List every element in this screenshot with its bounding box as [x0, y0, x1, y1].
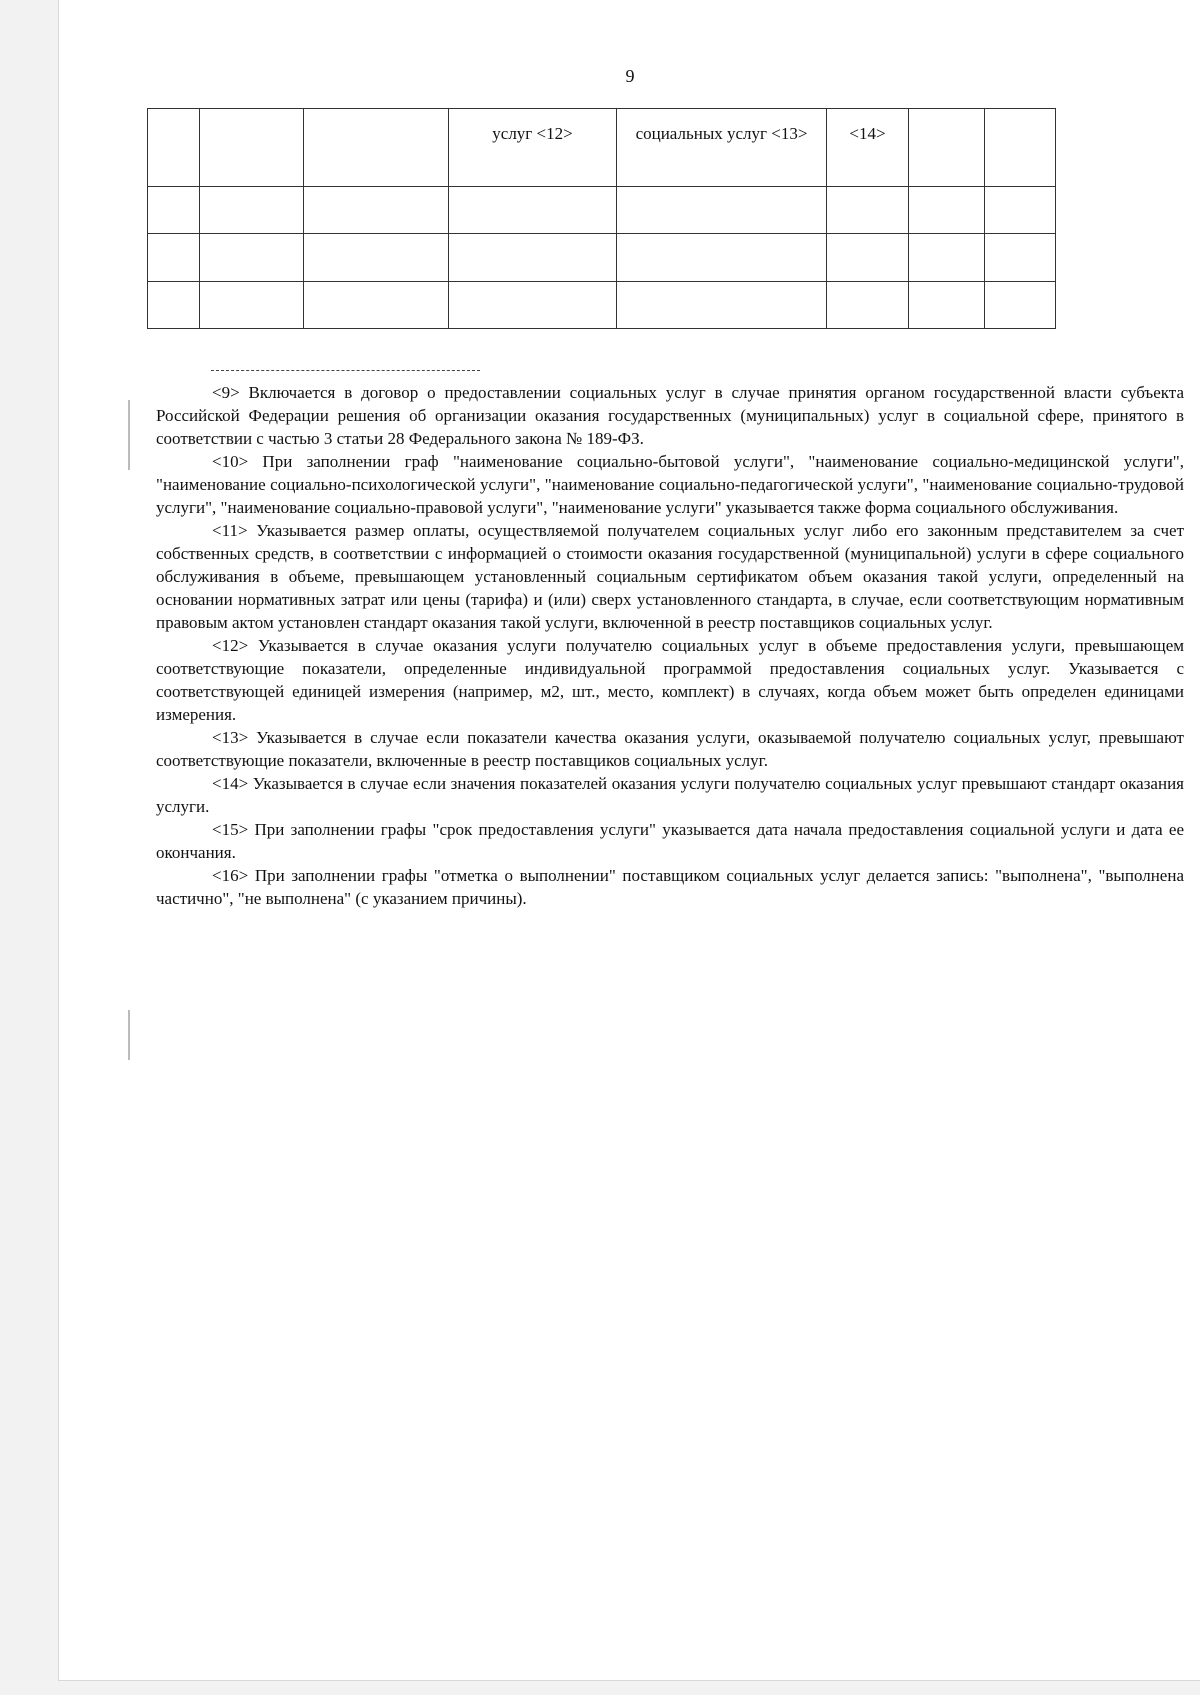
table-cell	[909, 187, 985, 234]
footnote-14: <14> Указывается в случае если значения показателей оказания услуги получателю социальных услуг превышают стандарт оказания услуги.	[156, 774, 1184, 816]
table-cell	[985, 282, 1056, 329]
table-cell	[200, 109, 304, 187]
table-cell	[909, 234, 985, 282]
table-cell	[200, 234, 304, 282]
table-header-row	[148, 109, 1056, 187]
table-cell	[449, 187, 617, 234]
footnote-separator	[211, 370, 480, 371]
table-cell	[449, 282, 617, 329]
table-cell	[449, 234, 617, 282]
table-cell	[827, 282, 909, 329]
table-cell	[827, 234, 909, 282]
table-row	[148, 234, 1056, 282]
table-cell	[304, 282, 449, 329]
footnote-11: <11> Указывается размер оплаты, осуществляемой получателем социальных услуг либо его законным представителем за счет собственных средств, в соответствии с информацией о стоимости оказания государственной (муниципальной) услуги в сфере социального обслуживания в объеме, превышающем установленный социальным сертификатом объем оказания такой услуги, определенный на основании нормативных затрат или цены (тарифа) и (или) сверх установленного стандарта, в случае, если соответствующим нормативным правовым актом установлен стандарт оказания такой услуги, включенной в реестр поставщиков социальных услуг.	[156, 521, 1184, 632]
footnote-9: <9> Включается в договор о предоставлении социальных услуг в случае принятия органом государственной власти субъекта Российской Федерации решения об организации оказания государственных (муниципальных) услуг в социальной сфере, принятого в соответствии с частью 3 статьи 28 Федерального закона № 189-ФЗ.	[156, 383, 1184, 448]
table-cell: социальных услуг <13>	[617, 109, 827, 187]
table-cell	[827, 187, 909, 234]
document-page	[58, 0, 1200, 1681]
footnotes	[156, 381, 1184, 910]
footnote-13: <13> Указывается в случае если показатели качества оказания услуги, оказываемой получателю социальных услуг, превышают соответствующие показатели, включенные в реестр поставщиков социальных услуг.	[156, 728, 1184, 770]
table-cell: <14>	[827, 109, 909, 187]
table-row	[148, 187, 1056, 234]
table-cell	[200, 282, 304, 329]
table-cell	[985, 234, 1056, 282]
table-cell	[304, 187, 449, 234]
table-cell	[148, 234, 200, 282]
footnote-12: <12> Указывается в случае оказания услуги получателю социальных услуг в объеме предоставления услуги, превышающем соответствующие показатели, определенные индивидуальной программой предоставления социальных услуг. Указывается с соответствующей единицей измерения (например, м2, шт., место, комплект) в случаях, когда объем может быть определен единицами измерения.	[156, 636, 1184, 724]
table-cell	[909, 109, 985, 187]
table-cell	[985, 109, 1056, 187]
table-cell	[304, 234, 449, 282]
scan-margin-mark	[128, 400, 130, 470]
table-cell	[985, 187, 1056, 234]
table-cell	[148, 282, 200, 329]
footnote-10: <10> При заполнении граф "наименование социально-бытовой услуги", "наименование социально-медицинской услуги", "наименование социально-психологической услуги", "наименование социально-педагогической услуги", "наименование социально-трудовой услуги", "наименование социально-правовой услуги", "наименование услуги" указывается также форма социального обслуживания.	[156, 452, 1184, 517]
table-cell	[617, 187, 827, 234]
table-cell	[617, 234, 827, 282]
table-cell	[617, 282, 827, 329]
footnote-16: <16> При заполнении графы "отметка о выполнении" поставщиком социальных услуг делается запись: "выполнена", "выполнена частично", "не выполнена" (с указанием причины).	[156, 866, 1184, 908]
table-cell	[148, 109, 200, 187]
scan-margin-mark	[128, 1010, 130, 1060]
table-row	[148, 282, 1056, 329]
services-table	[147, 108, 1056, 329]
footnote-15: <15> При заполнении графы "срок предоставления услуги" указывается дата начала предоставления социальной услуги и дата ее окончания.	[156, 820, 1184, 862]
table-cell	[909, 282, 985, 329]
table-cell	[200, 187, 304, 234]
table-cell	[148, 187, 200, 234]
table-cell	[304, 109, 449, 187]
page-number: 9	[625, 66, 635, 86]
table-cell: услуг <12>	[449, 109, 617, 187]
